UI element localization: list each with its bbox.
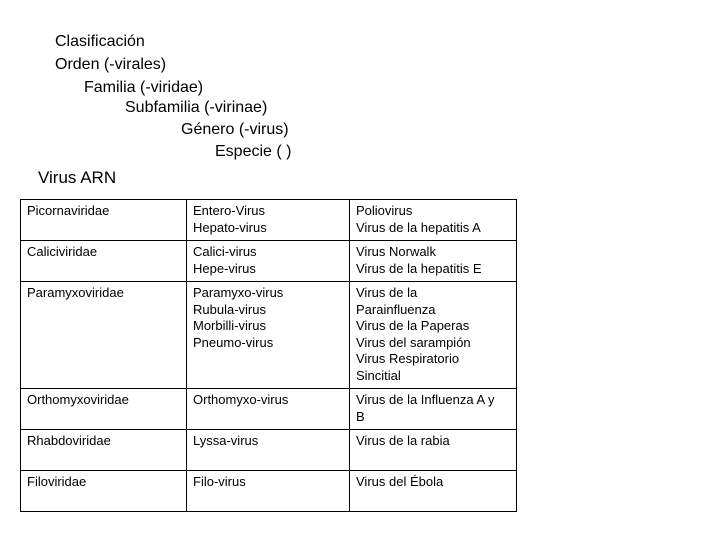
table-row — [21, 389, 517, 430]
species-cell: Virus de la Influenza A y B — [350, 389, 517, 430]
species-cell: Virus de la Parainfluenza Virus de la Paperas Virus del sarampión Virus Respiratorio Sincitial — [350, 282, 517, 389]
genus-cell: Lyssa-virus — [187, 430, 350, 471]
species-cell: Virus del Ébola — [350, 471, 517, 512]
family-cell: Picornaviridae — [21, 200, 187, 241]
hierarchy-clasificacion: Clasificación — [55, 33, 145, 50]
hierarchy-subfamilia: Subfamilia (-virinae) — [125, 99, 268, 116]
table-row — [21, 282, 517, 389]
species-cell: Virus Norwalk Virus de la hepatitis E — [350, 241, 517, 282]
family-cell: Paramyxoviridae — [21, 282, 187, 389]
virus-table — [20, 199, 517, 512]
family-cell: Orthomyxoviridae — [21, 389, 187, 430]
hierarchy-genero: Género (-virus) — [181, 121, 289, 138]
genus-cell: Orthomyxo-virus — [187, 389, 350, 430]
genus-cell: Calici-virus Hepe-virus — [187, 241, 350, 282]
species-cell: Poliovirus Virus de la hepatitis A — [350, 200, 517, 241]
genus-cell: Paramyxo-virus Rubula-virus Morbilli-virus Pneumo-virus — [187, 282, 350, 389]
section-title: Virus ARN — [38, 168, 117, 187]
table-row — [21, 241, 517, 282]
species-cell: Virus de la rabia — [350, 430, 517, 471]
family-cell: Rhabdoviridae — [21, 430, 187, 471]
family-cell: Caliciviridae — [21, 241, 187, 282]
hierarchy-familia: Familia (-viridae) — [84, 79, 204, 96]
hierarchy-especie: Especie ( ) — [215, 143, 292, 160]
table-row — [21, 200, 517, 241]
genus-cell: Filo-virus — [187, 471, 350, 512]
genus-cell: Entero-Virus Hepato-virus — [187, 200, 350, 241]
table-row — [21, 430, 517, 471]
hierarchy-orden: Orden (-virales) — [55, 56, 167, 73]
table-row — [21, 471, 517, 512]
family-cell: Filoviridae — [21, 471, 187, 512]
